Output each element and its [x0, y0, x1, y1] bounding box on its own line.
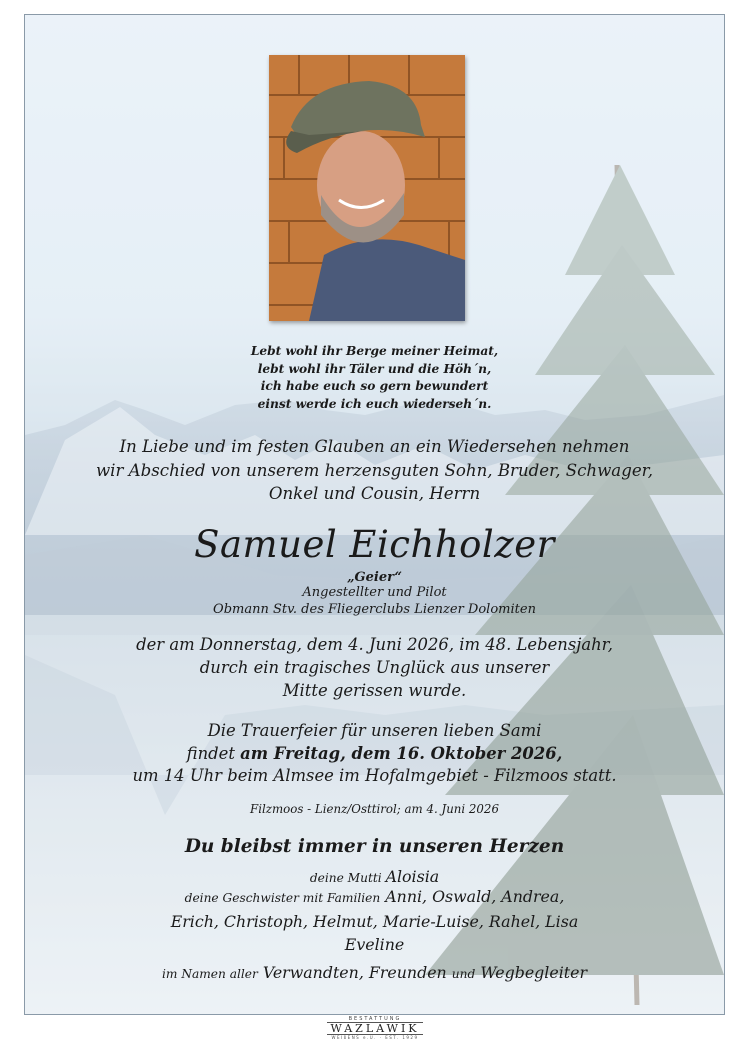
role-line: Obmann Stv. des Fliegerclubs Lienzer Dolomiten — [213, 601, 536, 617]
closing-word: Verwandten, — [262, 963, 364, 982]
mother-name: Aloisia — [385, 867, 440, 886]
closing-and: und — [451, 967, 476, 981]
closing-line — [25, 963, 724, 982]
logo-sub: WEIßENS e.U. · EST. 1929 — [331, 1035, 419, 1040]
death-line: Mitte gerissen wurde. — [282, 681, 467, 700]
place-date: Filzmoos - Lienz/Osttirol; am 4. Juni 2026 — [250, 802, 499, 816]
deceased-name: Samuel Eichholzer — [194, 523, 555, 566]
funeral-line — [25, 743, 724, 766]
siblings-line: Eveline — [344, 935, 405, 954]
portrait-photo — [269, 55, 465, 321]
siblings-line — [25, 885, 724, 910]
deceased-nickname: „Geier“ — [347, 570, 402, 585]
death-notice — [25, 633, 724, 702]
siblings-names: Anni, Oswald, Andrea, — [385, 887, 565, 906]
intro-line: Onkel und Cousin, Herrn — [268, 484, 481, 503]
siblings-prefix: deine Geschwister mit Familien — [184, 891, 381, 905]
siblings-line: Erich, Christoph, Helmut, Marie-Luise, Rahel, Lisa — [170, 912, 579, 931]
motto: Du bleibst immer in unseren Herzen — [184, 836, 565, 857]
obituary-card — [24, 14, 725, 1015]
funeral-line-prefix: findet — [186, 743, 241, 763]
siblings — [25, 885, 724, 956]
funeral-line: um 14 Uhr beim Almsee im Hofalmgebiet - Filzmoos statt. — [132, 766, 617, 785]
logo-main: WAZLAWIK — [327, 1022, 423, 1035]
funeral-info — [25, 720, 724, 788]
poem-line: einst werde ich euch wiederseh´n. — [257, 396, 492, 411]
intro-line: wir Abschied von unserem herzensguten Sohn, Bruder, Schwager, — [95, 460, 654, 480]
poem-line: lebt wohl ihr Täler und die Höh´n, — [257, 361, 492, 376]
mother-prefix: deine Mutti — [309, 871, 382, 885]
poem-line: Lebt wohl ihr Berge meiner Heimat, — [250, 344, 499, 358]
funeral-date: am Freitag, dem 16. Oktober 2026, — [240, 743, 563, 763]
closing-word: Freunden — [368, 963, 447, 982]
portrait-illustration — [269, 55, 465, 321]
funeral-home-logo — [311, 1016, 439, 1040]
poem-line: ich habe euch so gern bewundert — [260, 379, 489, 393]
death-line: der am Donnerstag, dem 4. Juni 2026, im 48. Lebensjahr, — [136, 635, 613, 654]
poem — [25, 343, 724, 413]
logo-top: BESTATTUNG — [348, 1016, 402, 1022]
role-line: Angestellter und Pilot — [302, 585, 447, 600]
deceased-roles — [25, 585, 724, 618]
intro-text — [25, 435, 724, 506]
closing-word: Wegbegleiter — [480, 963, 587, 982]
funeral-line: Die Trauerfeier für unseren lieben Sami — [207, 721, 542, 740]
intro-line: In Liebe und im festen Glauben an ein Wiedersehen nehmen — [119, 437, 630, 456]
death-line: durch ein tragisches Unglück aus unserer — [199, 658, 550, 677]
mother-line — [25, 867, 724, 886]
closing-prefix: im Namen aller — [161, 967, 258, 981]
